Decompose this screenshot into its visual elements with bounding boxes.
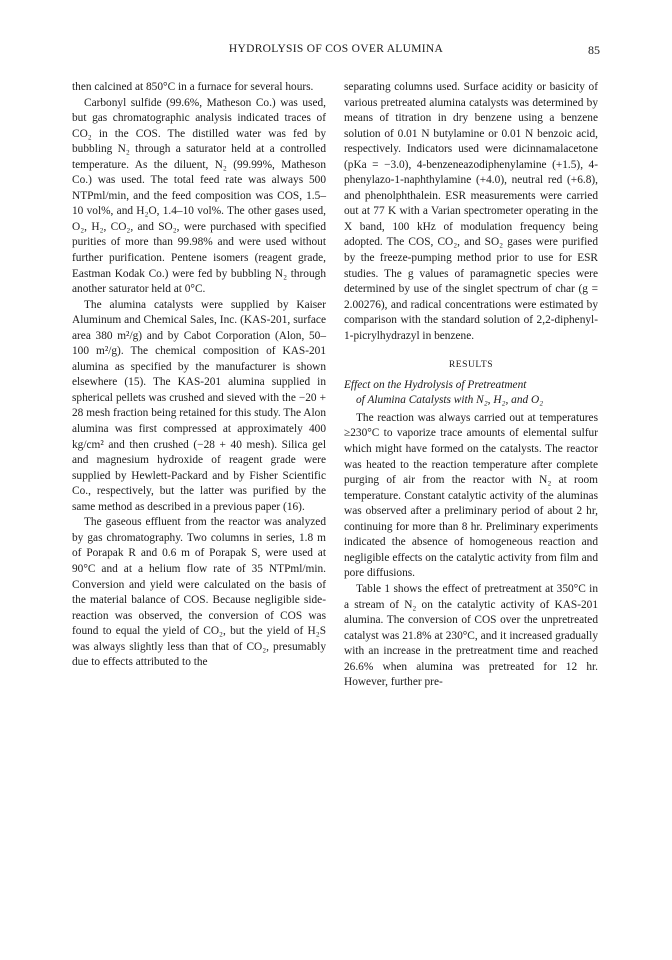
running-header xyxy=(72,43,600,61)
subsection-title-line-1: Effect on the Hydrolysis of Pretreatment xyxy=(344,378,527,391)
right-column xyxy=(344,80,598,691)
left-paragraph-3: The alumina catalysts were supplied by Kaiser Aluminum and Chemical Sales, Inc. (KAS-201, surface area 380 m²/g) and by Cabot Corporation (Alon, 50–100 m²/g). The chemical composition of KAS-201 alumina as specified by the manufacturer is shown elsewhere (15). The KAS-201 alumina supplied in spherical pellets was crushed and sieved with the −20 + 28 mesh fraction being retained for this study. The Alon alumina was first compressed at approximately 400 kg/cm² and then crushed (−28 + 40 mesh). Silica gel and magnesium hydroxide of reagent grade were supplied by Hewlett-Packard and by Fisher Scientific Co., respectively, but the latter was purified by the same method as described in a previous paper (16). xyxy=(72,298,326,513)
section-title-results: RESULTS xyxy=(448,359,494,371)
left-column xyxy=(72,80,326,671)
left-paragraph-2: Carbonyl sulfide (99.6%, Matheson Co.) was used, but gas chromatographic analysis indicated traces of CO₂ in the COS. The distilled water was fed by bubbling N₂ through a saturator held at a controlled temperature. As the diluent, N₂ (99.99%, Matheson Co.) was used. The total feed rate was always 500 NTPml/min, and the feed composition was COS, 1.5–10 vol%, and H₂O, 1.4–10 vol%. The other gases used, O₂, H₂, CO₂, and SO₂, were purchased with specified purities of more than 99.98% and were used without further purification. Pentene isomers (reagent grade, Eastman Kodak Co.) were fed by bubbling N₂ through another saturator held at 0°C. xyxy=(72,96,326,296)
page-number: 85 xyxy=(588,43,600,57)
subsection-title-line-2: of Alumina Catalysts with N₂, H₂, and O₂ xyxy=(356,394,544,407)
right-paragraph-2: The reaction was always carried out at temperatures ≥230°C to vaporize trace amounts of elemental sulfur which might have formed on the catalysts. The reactor was heated to the reaction temperature after complete purging of air from the reactor with N₂ at room temperature. Constant catalytic activity of the aluminas was observed after a preliminary period of about 2 hr, continuing for more than 8 hr. Preliminary experiments indicated the absence of homogeneous reaction and negligible effects on the catalytic activity from film and pore diffusions. xyxy=(344,411,598,580)
running-title: HYDROLYSIS OF COS OVER ALUMINA xyxy=(228,43,444,55)
left-paragraph-1: then calcined at 850°C in a furnace for several hours. xyxy=(72,81,314,93)
subsection-title xyxy=(344,378,598,409)
right-paragraph-3: Table 1 shows the effect of pretreatment at 350°C in a stream of N₂ on the catalytic activity of KAS-201 alumina. The conversion of COS over the unpretreated catalyst was 21.8% at 230°C, and it increased gradually with an increase in the pretreatment time and reached 26.6% when alumina was pretreated for 12 hr. However, further pre- xyxy=(344,582,598,689)
right-paragraph-1: separating columns used. Surface acidity or basicity of various pretreated alumina catalysts was determined by means of titration in dry benzene using a benzene solution of 0.01 N butylamine or 0.01 N benzoic acid, respectively. Indicators used were dicinnamalacetone (pKa = −3.0), 4-benzeneazodiphenylamine (+1.5), 4-phenylazo-1-naphthylamine (+4.0), neutral red (+6.8), and phenolphthalein. ESR measurements were carried out at 77 K with a Varian spectrometer operating in the X band, 100 kHz of modulation frequency being adopted. The COS, CO₂, and SO₂ gases were purified by the freeze-pumping method prior to use for ESR studies. The g values of paramagnetic species were determined by use of the singlet spectrum of char (g = 2.00276), and radical concentrations were estimated by comparison with the standard solution of 2,2-diphenyl-1-picrylhydrazyl in benzene. xyxy=(344,81,598,342)
left-paragraph-4: The gaseous effluent from the reactor was analyzed by gas chromatography. Two columns in series, 1.8 m of Porapak R and 0.6 m of Porapak S, were used at 90°C and at a helium flow rate of 35 NTPml/min. Conversion and yield were calculated on the basis of the material balance of COS. Because negligible side-reaction was observed, the conversion of COS was found to equal the yield of CO₂, but the yield of H₂S was always slightly less than that of CO₂, presumably due to effects attributed to the xyxy=(72,516,326,669)
